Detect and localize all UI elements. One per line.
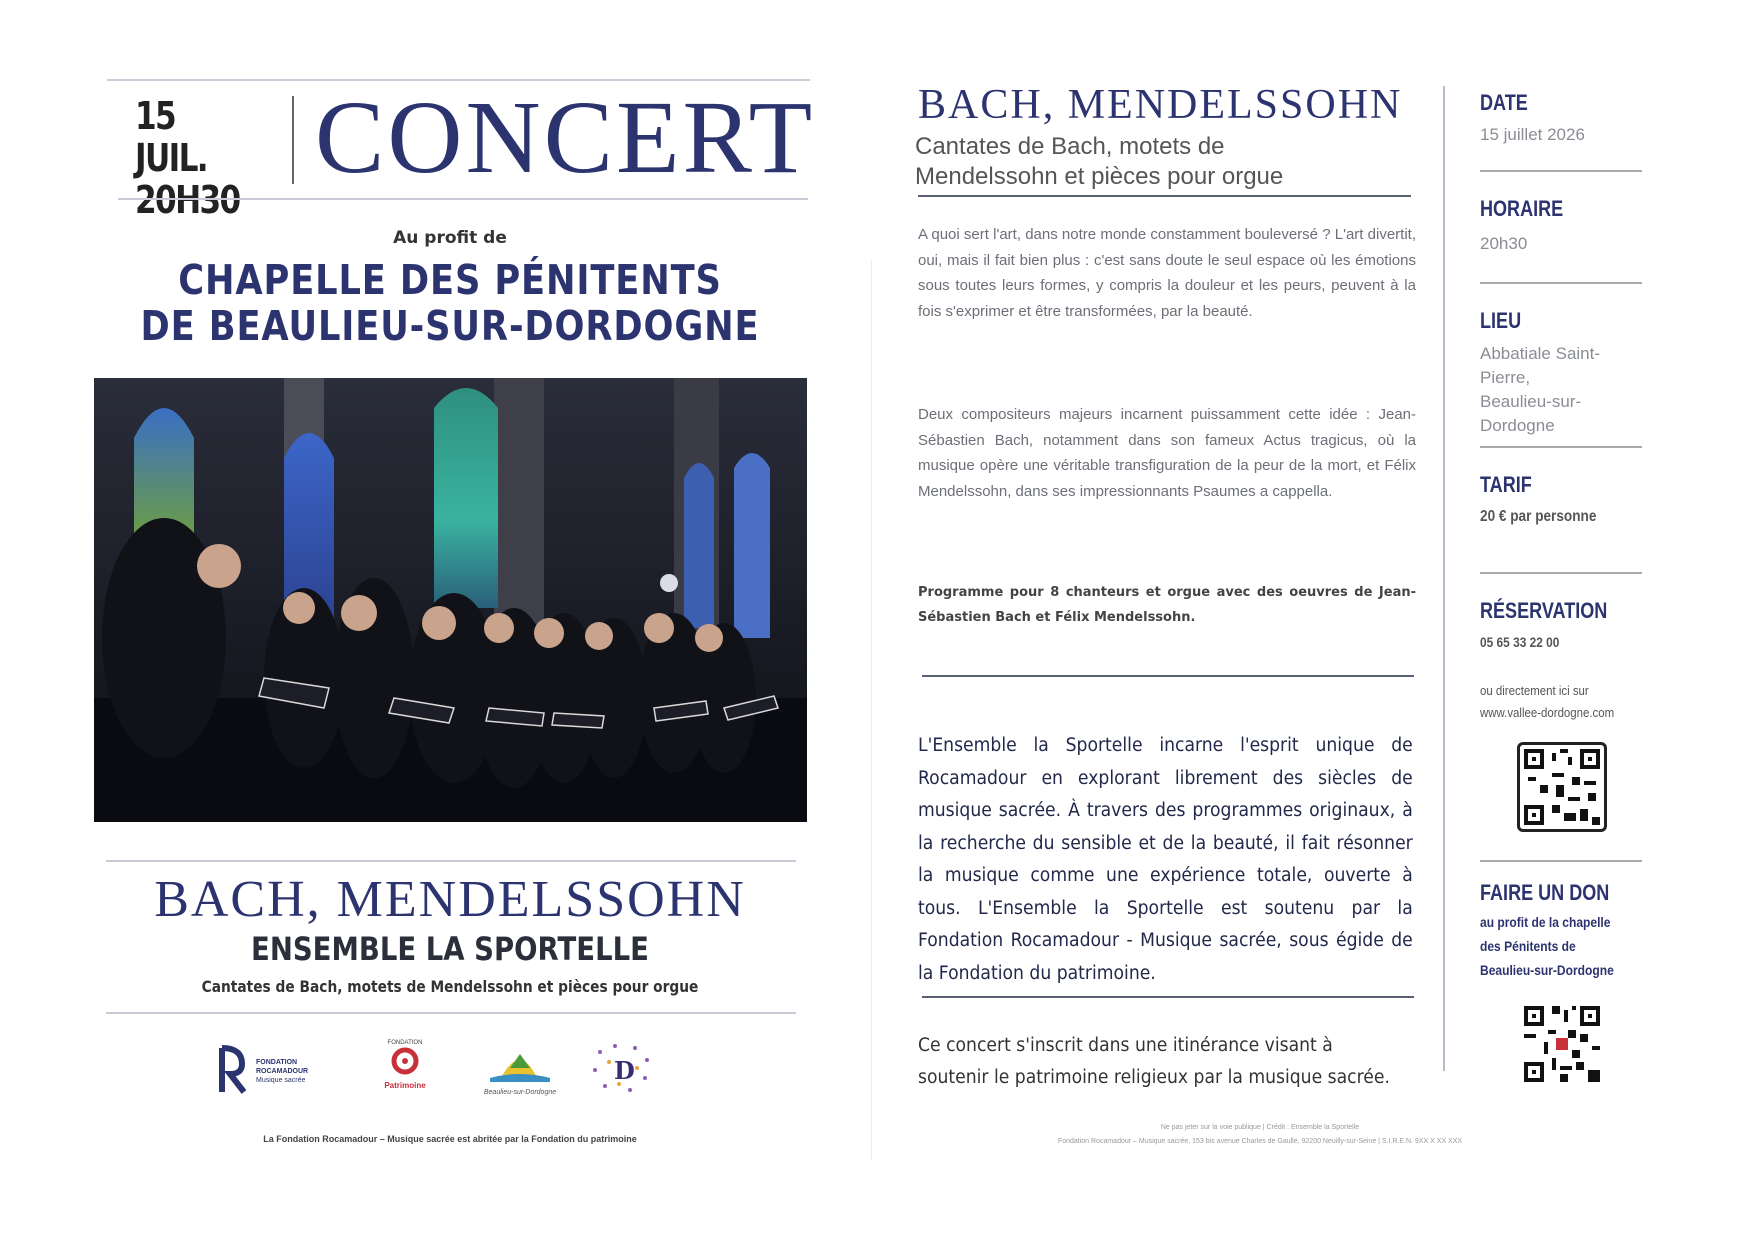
- time-value: 20h30: [1480, 234, 1528, 253]
- tiny-footer-line-2: Fondation Rocamadour – Musique sacrée, 153 bis avenue Charles de Gaulle, 92200 Neuilly-sur-Seine | S.I.R.E.N. 9XX X XX XXX: [1057, 1138, 1463, 1145]
- middle-subtitle-line-2: Mendelssohn et pièces pour orgue: [915, 163, 1284, 190]
- price-label: TARIF: [1480, 472, 1532, 497]
- side-rule-5: [1480, 860, 1642, 862]
- concert-paragraph-line-1: Ce concert s'inscrit dans une itinérance visant à: [918, 1035, 1333, 1056]
- vallee-logo: [585, 1040, 660, 1100]
- column-divider: [1443, 86, 1445, 1071]
- booking-phone: 05 65 33 22 00: [1480, 634, 1560, 650]
- concert-title: CONCERT: [315, 80, 816, 195]
- donate-qr-code[interactable]: [1520, 1002, 1604, 1086]
- rocamadour-logo: [218, 1040, 338, 1100]
- patrimoine-logo-line-2: Patrimoine: [384, 1081, 426, 1090]
- middle-title: BACH, MENDELSSOHN: [918, 82, 1403, 128]
- booking-direct: ou directement ici sur: [1480, 683, 1589, 698]
- booking-label: RÉSERVATION: [1480, 598, 1608, 623]
- left-footer: La Fondation Rocamadour – Musique sacrée est abritée par la Fondation du patrimoine: [263, 1134, 637, 1144]
- vallee-logo-letter: D: [614, 1056, 635, 1085]
- intro-paragraph-1: A quoi sert l'art, dans notre monde constamment bouleversé ? L'art divertit, oui, mais il fait bien plus : c'est sans doute le seul espace où les émotions sous toutes leurs formes, y compris la douleur et les peurs, peuvent à la fois s'exprimer et être transformées, par la beauté.: [918, 226, 1416, 320]
- side-rule-2: [1480, 282, 1642, 284]
- donate-line-2: des Pénitents de: [1480, 938, 1576, 954]
- donate-line-1: au profit de la chapelle: [1480, 914, 1611, 930]
- donate-text: [1480, 910, 1614, 982]
- booking-url[interactable]: www.vallee-dordogne.com: [1480, 705, 1615, 720]
- side-rule-4: [1480, 572, 1642, 574]
- donate-label: FAIRE UN DON: [1480, 880, 1610, 905]
- side-rule-3: [1480, 446, 1642, 448]
- profit-label: Au profit de: [393, 228, 507, 248]
- qr-code-icon: [1520, 745, 1604, 829]
- date-label: DATE: [1480, 90, 1528, 115]
- place-line-4: Dordogne: [1480, 416, 1555, 435]
- side-rule-1: [1480, 170, 1642, 172]
- booking-qr-code[interactable]: [1517, 742, 1607, 832]
- beaulieu-mark-icon: [480, 1040, 560, 1084]
- concert-date: 15 JUIL.: [135, 94, 207, 180]
- place-label: LIEU: [1480, 308, 1522, 333]
- middle-subtitle: [915, 132, 1415, 192]
- middle-mid-rule: [922, 675, 1414, 677]
- program-subtitle: Cantates de Bach, motets de Mendelssohn et pièces pour orgue: [201, 977, 699, 996]
- donate-line-3: Beaulieu-sur-Dordogne: [1480, 962, 1614, 978]
- qr-code-icon: [1520, 1002, 1604, 1086]
- place-value: [1480, 342, 1600, 438]
- middle-title-rule: [918, 195, 1411, 197]
- date-value: 15 juillet 2026: [1480, 125, 1585, 144]
- middle-lower-rule: [922, 996, 1414, 998]
- middle-subtitle-line-1: Cantates de Bach, motets de: [915, 133, 1225, 160]
- concert-paragraph: [918, 1030, 1402, 1094]
- program-bottom-rule: [106, 1012, 796, 1014]
- patrimoine-logo: [370, 1040, 440, 1100]
- price-value: 20 € par personne: [1480, 508, 1597, 525]
- place-line-2: Pierre,: [1480, 368, 1531, 387]
- date-block: [135, 95, 238, 221]
- place-line-3: Beaulieu-sur-: [1480, 392, 1582, 411]
- tiny-footer-line-1: Ne pas jeter sur la voie publique | Crédit : Ensemble la Sportelle: [1160, 1124, 1360, 1131]
- program-top-rule: [106, 860, 796, 862]
- patrimoine-logo-line-1: FONDATION: [387, 1040, 423, 1046]
- ensemble-paragraph: L'Ensemble la Sportelle incarne l'esprit unique de Rocamadour en explorant librement des siècles de musique sacrée. À travers des programmes originaux, à la recherche du sensible et de la beauté, il fait résonner la musique comme une expérience totale, ouverte à tous. L'Ensemble la Sportelle est soutenu par la Fondation Rocamadour - Musique sacrée, sous égide de la Fondation du patrimoine.: [918, 735, 1413, 984]
- choir-photo: [94, 378, 807, 822]
- ensemble-name: ENSEMBLE LA SPORTELLE: [251, 930, 649, 968]
- title-divider: [292, 96, 294, 184]
- programme-note: Programme pour 8 chanteurs et orgue avec des oeuvres de Jean-Sébastien Bach et Félix Mendelssohn.: [918, 585, 1416, 625]
- program-title: BACH, MENDELSSOHN: [154, 871, 746, 928]
- beneficiary-line-2: DE BEAULIEU-SUR-DORDOGNE: [140, 302, 760, 350]
- choir-photo-illustration: [94, 378, 807, 822]
- title-rule: [118, 198, 808, 200]
- intro-paragraph-2: Deux compositeurs majeurs incarnent puissamment cette idée : Jean-Sébastien Bach, notamment dans son fameux Actus tragicus, où la musique opère une véritable transfiguration de la peur de la mort, et Félix Mendelssohn, dans ses impressionnants Psaumes a cappella.: [918, 406, 1416, 500]
- beaulieu-logo: [480, 1040, 560, 1100]
- page-fold: [871, 260, 872, 1160]
- beneficiary-line-1: CHAPELLE DES PÉNITENTS: [178, 256, 722, 304]
- concert-time: 20H30: [135, 178, 240, 222]
- place-line-1: Abbatiale Saint-: [1480, 344, 1601, 363]
- time-label: HORAIRE: [1480, 196, 1564, 221]
- concert-paragraph-line-2: soutenir le patrimoine religieux par la musique sacrée.: [918, 1067, 1390, 1088]
- rocamadour-logo-line-2: ROCAMADOUR: [256, 1068, 309, 1075]
- patrimoine-mark-icon: [370, 1046, 440, 1076]
- rocamadour-logo-line-1: FONDATION: [256, 1059, 298, 1066]
- beaulieu-logo-text: Beaulieu-sur-Dordogne: [483, 1089, 557, 1096]
- rocamadour-logo-line-3: Musique sacrée: [256, 1077, 306, 1084]
- beneficiary-name: [63, 257, 837, 349]
